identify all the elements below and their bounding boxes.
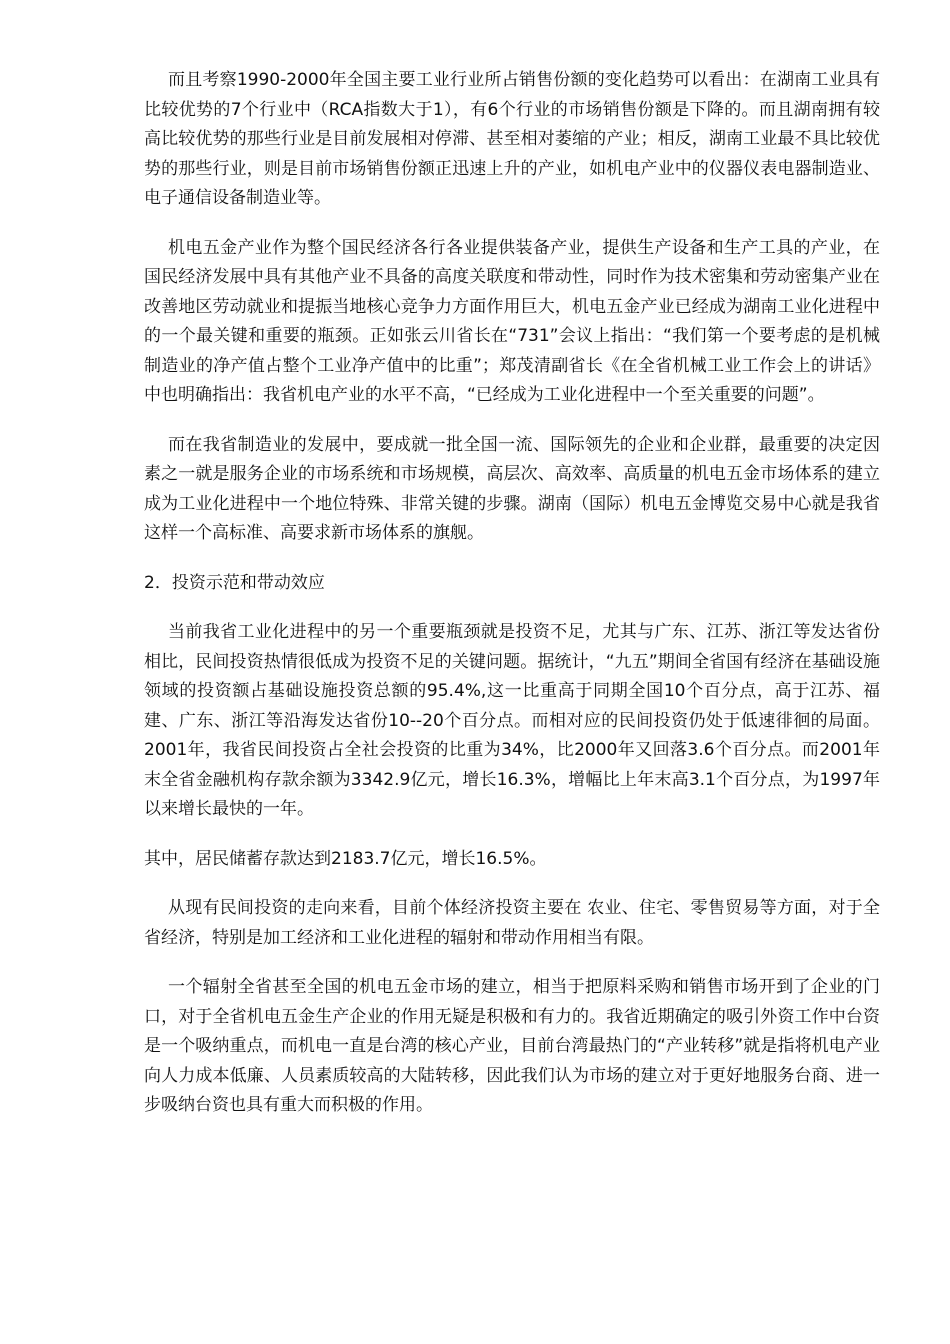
document-body: [144, 66, 880, 1141]
paragraph-private-investment-direction: 从现有民间投资的走向来看，目前个体经济投资主要在 农业、住宅、零售贸易等方面，对于全省经济，特别是加工经济和工业化进程的辐射和带动作用相当有限。: [144, 898, 880, 948]
paragraph-industry-share-trend: 而且考察1990-2000年全国主要工业行业所占销售份额的变化趋势可以看出：在湖南工业具有比较优势的7个行业中（RCA指数大于1），有6个行业的市场销售份额是下降的。而且湖南拥有较高比较优势的那些行业是目前发展相对停滞、甚至相对萎缩的产业；相反，湖南工业最不具比较优势的那些行业，则是目前市场销售份额正迅速上升的产业，如机电产业中的仪器仪表电器制造业、电子通信设备制造业等。: [144, 70, 880, 208]
paragraph-market-system: 而在我省制造业的发展中，要成就一批全国一流、国际领先的企业和企业群，最重要的决定因素之一就是服务企业的市场系统和市场规模，高层次、高效率、高质量的机电五金市场体系的建立成为工业化进程中一个地位特殊、非常关键的步骤。湖南（国际）机电五金博览交易中心就是我省这样一个高标准、高要求新市场体系的旗舰。: [144, 434, 880, 543]
paragraph-market-establishment: 一个辐射全省甚至全国的机电五金市场的建立，相当于把原料采购和销售市场开到了企业的门口，对于全省机电五金生产企业的作用无疑是积极和有力的。我省近期确定的吸引外资工作中台资是一个吸纳重点，而机电一直是台湾的核心产业，目前台湾最热门的“产业转移”就是指将机电产业向人力成本低廉、人员素质较高的大陆转移，因此我们认为市场的建立对于更好地服务台商、进一步吸纳台资也具有重大而积极的作用。: [144, 977, 880, 1115]
paragraph-mechanical-hardware-industry: 机电五金产业作为整个国民经济各行各业提供装备产业，提供生产设备和生产工具的产业，在国民经济发展中具有其他产业不具备的高度关联度和带动性，同时作为技术密集和劳动密集产业在改善地区劳动就业和提振当地核心竞争力方面作用巨大，机电五金产业已经成为湖南工业化进程中的一个最关键和重要的瓶颈。正如张云川省长在“731”会议上指出：“我们第一个要考虑的是机械制造业的净产值占整个工业净产值中的比重”；郑茂清副省长《在全省机械工业工作会上的讲话》中也明确指出：我省机电产业的水平不高，“已经成为工业化进程中一个至关重要的问题”。: [144, 237, 880, 405]
paragraph-savings-deposits: 其中，居民储蓄存款达到2183.7亿元，增长16.5%。: [144, 848, 547, 869]
paragraph-investment-shortage: 当前我省工业化进程中的另一个重要瓶颈就是投资不足，尤其与广东、江苏、浙江等发达省份相比，民间投资热情很低成为投资不足的关键问题。据统计，“九五”期间全省国有经济在基础设施领域的投资额占基础设施投资总额的95.4%,这一比重高于同期全国10个百分点，高于江苏、福建、广东、浙江等沿海发达省份10--20个百分点。而相对应的民间投资仍处于低速徘徊的局面。2001年，我省民间投资占全社会投资的比重为34%，比2000年又回落3.6个百分点。而2001年末全省金融机构存款余额为3342.9亿元，增长16.3%，增幅比上年末高3.1个百分点，为1997年以来增长最快的一年。: [144, 622, 880, 819]
section-heading-investment-effect: 2．投资示范和带动效应: [144, 572, 325, 593]
